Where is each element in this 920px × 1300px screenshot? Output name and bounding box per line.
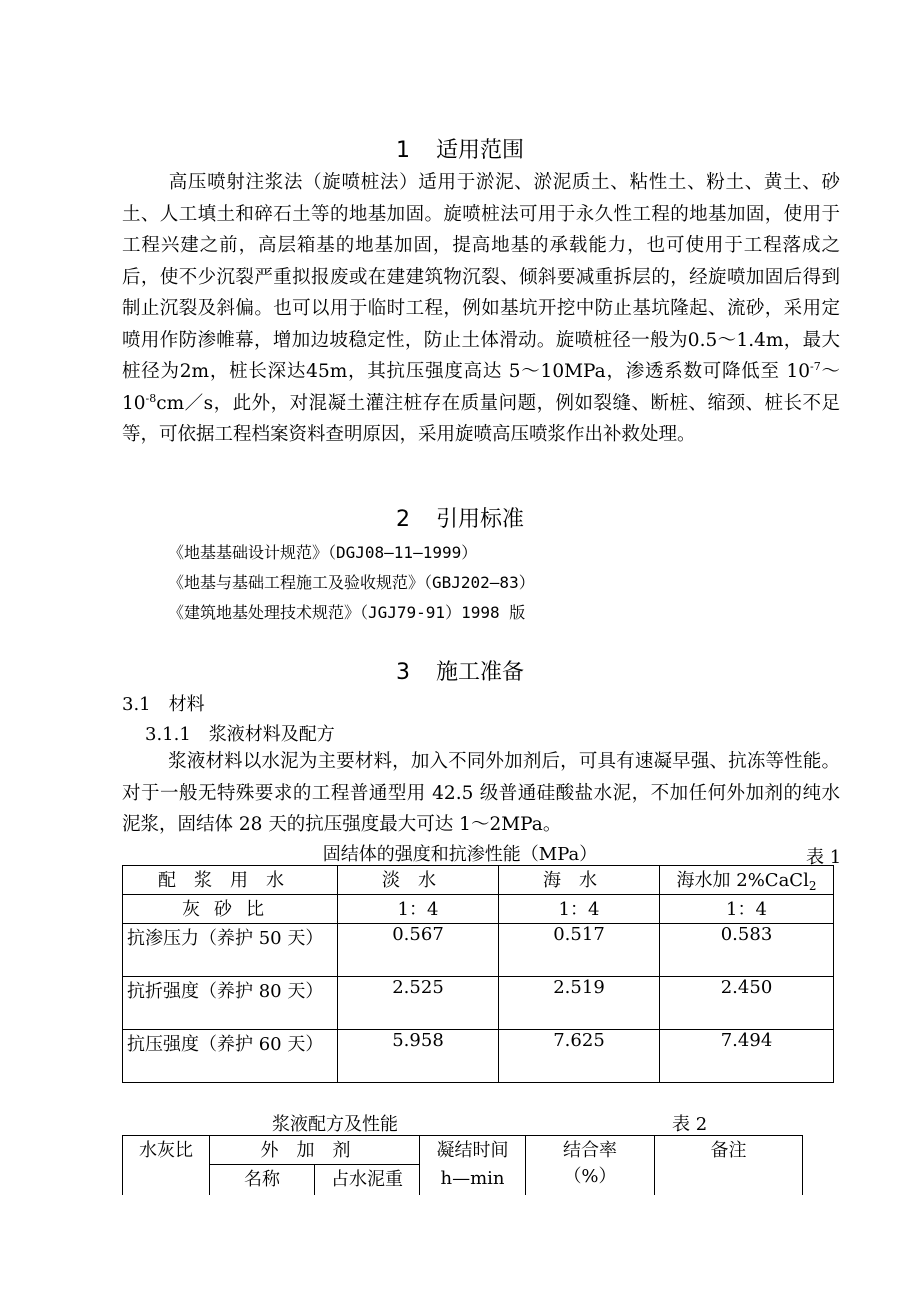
reference-2: 《地基与基础工程施工及验收规范》（GBJ202—83） (168, 573, 535, 592)
table-cell: 0.567 (338, 924, 499, 977)
table-2-header-cell: 水灰比 (123, 1136, 210, 1195)
section-1-title: 适用范围 (435, 138, 524, 163)
table-cell: 2.450 (660, 977, 834, 1030)
table-2-label: 表 2 (672, 1114, 708, 1135)
table-row (123, 895, 834, 924)
section-1-heading (0, 133, 920, 164)
table-2-header-cell: 结合率 （%） (526, 1136, 655, 1195)
section-1-paragraph (122, 167, 840, 451)
table-cell: 7.625 (499, 1030, 660, 1083)
section-3-text: 浆液材料以水泥为主要材料，加入不同外加剂后，可具有速凝早强、抗冻等性能。对于一般无特殊要求的工程普通型用 42.5 级普通硅酸盐水泥，不加任何外加剂的纯水泥浆，固结体 28 天的抗压强度最大可达 1～2MPa。 (122, 751, 840, 835)
exponent-2: -8 (145, 391, 157, 405)
table-row (123, 1136, 803, 1165)
section-2-number: 2 (395, 507, 410, 532)
table-1 (122, 865, 834, 1083)
section-3-paragraph (122, 746, 840, 841)
table-row (123, 977, 834, 1030)
table-row (123, 1030, 834, 1083)
section-3-heading (0, 655, 920, 686)
table-cell: 1：4 (338, 895, 499, 924)
table-cell: 0.517 (499, 924, 660, 977)
table-2-caption: 浆液配方及性能 (272, 1114, 398, 1135)
table-cell: 1：4 (499, 895, 660, 924)
table-cell: 2.519 (499, 977, 660, 1030)
table-1-caption: 固结体的强度和抗渗性能（MPa） (322, 844, 598, 865)
table-2-header-cell: 凝结时间 h—min (420, 1136, 526, 1195)
subsection-3-1: 3.1 材料 (122, 694, 205, 715)
table-cell: 抗折强度（养护 80 天） (123, 977, 338, 1030)
table-cell: 1：4 (660, 895, 834, 924)
table-2-header-cell: 占水泥重 (315, 1165, 420, 1195)
table-cell: 0.583 (660, 924, 834, 977)
table-cell: 2.525 (338, 977, 499, 1030)
section-3-number: 3 (395, 660, 410, 685)
table-cell: 灰砂比 (123, 895, 338, 924)
section-3-title: 施工准备 (435, 660, 524, 685)
section-1-text-b3: cm／s，此外，对混凝土灌注桩存在质量问题，例如裂缝、断桩、缩颈、桩长不足等，可依据工程档案资料查明原因，采用旋喷高压喷浆作出补救处理。 (122, 392, 840, 445)
exponent-1: -7 (809, 360, 821, 373)
section-2-heading (0, 502, 920, 533)
table-cell: 7.494 (660, 1030, 834, 1083)
table-2-header-cell: 外加剂 (210, 1136, 420, 1165)
section-1-number: 1 (395, 138, 410, 163)
table-1-header-cell: 淡水 (338, 866, 499, 895)
table-cell: 抗压强度（养护 60 天） (123, 1030, 338, 1083)
table-1-label: 表 1 (806, 847, 842, 868)
section-1-text-b1: 45m，其抗压强度高达 5～10MPa，渗透系数可降低至 10 (306, 361, 810, 382)
table-2 (122, 1135, 803, 1195)
table-cell: 抗渗压力（养护 50 天） (123, 924, 338, 977)
section-1-text-a: 高压喷射注浆法（旋喷桩法）适用于淤泥、淤泥质土、粘性土、粉土、黄土、砂土、人工填土和碎石土等的地基加固。旋喷桩法可用于永久性工程的地基加固，使用于工程兴建之前，高层箱基的地基加固，提高地基的承载能力，也可使用于工程落成之后，使不少沉裂严重拟报废或在建建筑物沉裂、倾斜要减重拆层的，经旋喷加固后得到制止沉裂及斜偏。也可以用于临时工程，例如基坑开挖中防止基坑隆起、流砂，采用定喷用作防渗帷幕，增加边坡稳定性，防止土体滑动。旋喷桩径一般为0.5～1.4m，最大桩径为2m，桩长深达 (122, 172, 840, 382)
reference-1: 《地基基础设计规范》（DGJ08—11—1999） (168, 543, 478, 562)
section-1-text-b2: ～10 (122, 361, 840, 414)
subsection-3-1-1: 3.1.1 浆液材料及配方 (145, 724, 335, 745)
section-2-title: 引用标准 (435, 507, 524, 532)
table-row (123, 866, 834, 895)
table-2-header-cell: 备注 (655, 1136, 803, 1195)
reference-3: 《建筑地基处理技术规范》（JGJ79-91）1998 版 (168, 603, 526, 622)
table-1-header-cell: 海水加 2%CaCl$_2$ (660, 866, 834, 895)
table-cell: 5.958 (338, 1030, 499, 1083)
table-row (123, 924, 834, 977)
table-1-header-cell: 海水 (499, 866, 660, 895)
table-1-header-cell: 配浆用水 (123, 866, 338, 895)
table-2-header-cell: 名称 (210, 1165, 315, 1195)
